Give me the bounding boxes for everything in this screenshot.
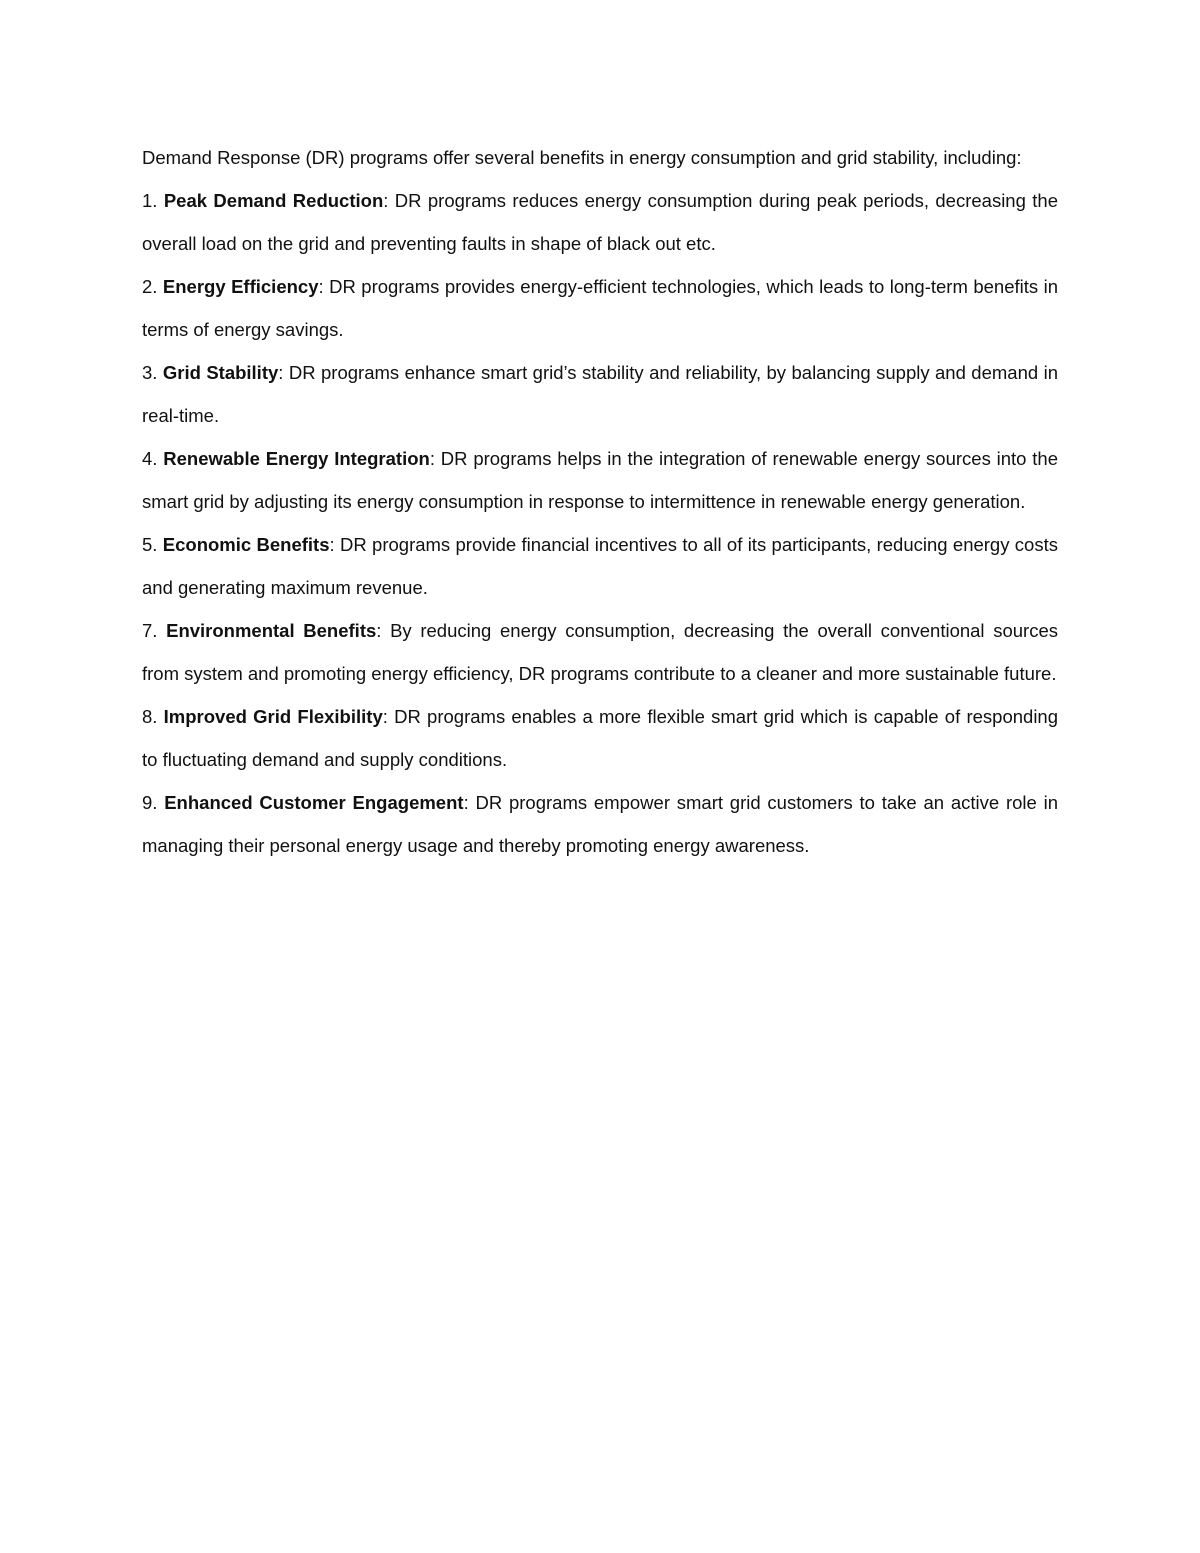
item-separator: :: [278, 362, 289, 383]
item-number: 2.: [142, 276, 163, 297]
item-text: DR programs helps in the integration of renewable energy sources into the smart grid by adjusting its energy consumption in response to intermittence in renewable energy generation.: [142, 448, 1058, 512]
item-text: DR programs empower smart grid customers to take an active role in managing their personal energy usage and thereby promoting energy awareness.: [142, 792, 1058, 856]
benefit-item-environmental-benefits: [142, 609, 1058, 695]
item-term: Peak Demand Reduction: [163, 190, 384, 211]
item-term: Economic Benefits: [162, 534, 330, 555]
item-text: DR programs reduces energy consumption during peak periods, decreasing the overall load on the grid and preventing faults in shape of black out etc.: [142, 190, 1058, 254]
item-text: DR programs provides energy-efficient technologies, which leads to long-term benefits in terms of energy savings.: [142, 276, 1059, 340]
benefit-item-enhanced-customer-engagement: [142, 781, 1058, 867]
benefit-item-peak-demand-reduction: [142, 179, 1058, 265]
item-number: 4.: [142, 448, 164, 469]
benefit-item-grid-stability: [142, 351, 1058, 437]
item-number: 3.: [142, 362, 163, 383]
benefit-item-economic-benefits: [142, 523, 1058, 609]
item-term: Energy Efficiency: [162, 276, 319, 297]
item-text: DR programs enables a more flexible smart grid which is capable of responding to fluctuating demand and supply conditions.: [142, 706, 1059, 770]
intro-paragraph: Demand Response (DR) programs offer several benefits in energy consumption and grid stability, including:: [142, 147, 1022, 168]
item-number: 1.: [142, 190, 164, 211]
item-separator: :: [329, 534, 340, 555]
item-term: Improved Grid Flexibility: [163, 706, 383, 727]
item-number: 9.: [142, 792, 165, 813]
item-term: Grid Stability: [162, 362, 279, 383]
item-separator: :: [382, 706, 395, 727]
item-separator: :: [429, 448, 441, 469]
item-separator: :: [318, 276, 330, 297]
benefit-item-renewable-energy-integration: [142, 437, 1058, 523]
document-body: [142, 136, 1058, 867]
item-number: 7.: [142, 620, 167, 641]
item-term: Renewable Energy Integration: [163, 448, 430, 469]
item-separator: :: [383, 190, 395, 211]
item-text: By reducing energy consumption, decreasing the overall conventional sources from system and promoting energy efficiency, DR programs contribute to a cleaner and more sustainable future.: [142, 620, 1058, 684]
item-number: 5.: [142, 534, 163, 555]
item-text: DR programs enhance smart grid’s stability and reliability, by balancing supply and demand in real-time.: [142, 362, 1058, 426]
item-separator: :: [463, 792, 476, 813]
item-text: DR programs provide financial incentives to all of its participants, reducing energy costs and generating maximum revenue.: [142, 534, 1058, 598]
benefit-item-improved-grid-flexibility: [142, 695, 1058, 781]
item-number: 8.: [142, 706, 164, 727]
benefit-item-energy-efficiency: [142, 265, 1058, 351]
item-term: Enhanced Customer Engagement: [164, 792, 464, 813]
item-separator: :: [376, 620, 391, 641]
item-term: Environmental Benefits: [166, 620, 377, 641]
